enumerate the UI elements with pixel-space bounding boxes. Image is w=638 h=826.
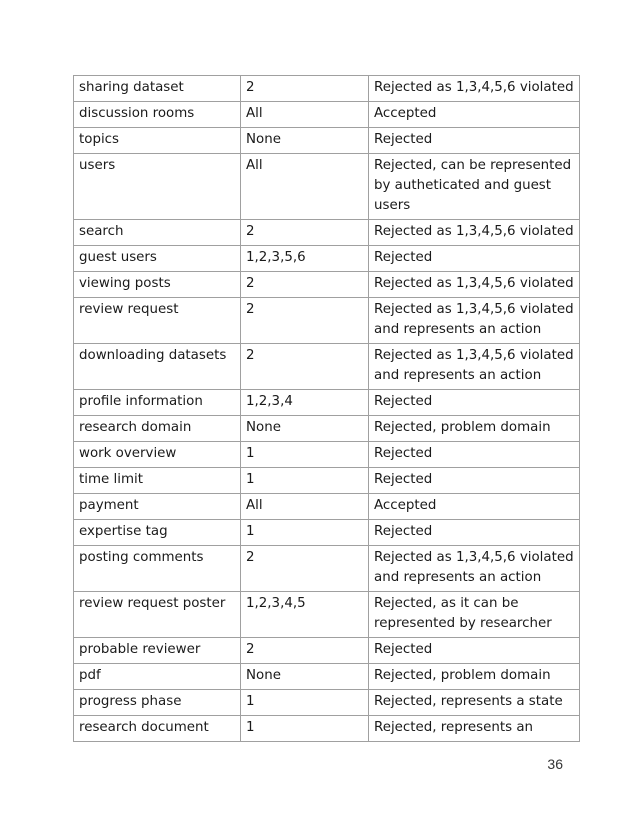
term-cell: guest users (74, 246, 241, 272)
term-cell: viewing posts (74, 272, 241, 298)
criteria-cell: All (241, 494, 369, 520)
decision-cell: Rejected, as it can be represented by researcher (369, 592, 580, 638)
table-row (74, 416, 580, 442)
table-row (74, 272, 580, 298)
criteria-cell: 2 (241, 76, 369, 102)
decision-cell: Rejected, problem domain (369, 416, 580, 442)
term-cell: progress phase (74, 690, 241, 716)
criteria-cell: None (241, 664, 369, 690)
table-row (74, 154, 580, 220)
table-row (74, 468, 580, 494)
criteria-cell: 2 (241, 298, 369, 344)
criteria-cell: 1 (241, 716, 369, 742)
table-row (74, 246, 580, 272)
table-row (74, 546, 580, 592)
table-row (74, 664, 580, 690)
term-cell: expertise tag (74, 520, 241, 546)
criteria-cell: All (241, 154, 369, 220)
criteria-cell: 2 (241, 638, 369, 664)
term-cell: search (74, 220, 241, 246)
criteria-cell: 2 (241, 546, 369, 592)
term-cell: probable reviewer (74, 638, 241, 664)
criteria-cell: 2 (241, 344, 369, 390)
table-row (74, 220, 580, 246)
term-cell: research document (74, 716, 241, 742)
table-row (74, 442, 580, 468)
criteria-cell: 1 (241, 468, 369, 494)
table-row (74, 494, 580, 520)
table-row (74, 520, 580, 546)
term-cell: pdf (74, 664, 241, 690)
decision-cell: Accepted (369, 102, 580, 128)
table-row (74, 128, 580, 154)
decision-cell: Rejected as 1,3,4,5,6 violated (369, 220, 580, 246)
term-cell: discussion rooms (74, 102, 241, 128)
table-row (74, 298, 580, 344)
decision-cell: Rejected (369, 520, 580, 546)
criteria-cell: None (241, 128, 369, 154)
table-row (74, 690, 580, 716)
decision-cell: Rejected as 1,3,4,5,6 violated (369, 76, 580, 102)
decision-cell: Rejected, problem domain (369, 664, 580, 690)
criteria-cell: 2 (241, 272, 369, 298)
decision-cell: Rejected as 1,3,4,5,6 violated and represents an action (369, 298, 580, 344)
term-cell: users (74, 154, 241, 220)
decision-cell: Rejected (369, 390, 580, 416)
decision-cell: Rejected (369, 128, 580, 154)
criteria-cell: None (241, 416, 369, 442)
decision-cell: Rejected, represents an (369, 716, 580, 742)
decision-cell: Rejected (369, 638, 580, 664)
decision-cell: Rejected (369, 246, 580, 272)
criteria-cell: 1 (241, 520, 369, 546)
term-cell: posting comments (74, 546, 241, 592)
table-row (74, 592, 580, 638)
term-cell: payment (74, 494, 241, 520)
decision-cell: Rejected (369, 468, 580, 494)
decision-cell: Rejected as 1,3,4,5,6 violated (369, 272, 580, 298)
term-cell: review request poster (74, 592, 241, 638)
term-cell: time limit (74, 468, 241, 494)
table-body (74, 76, 580, 742)
term-cell: sharing dataset (74, 76, 241, 102)
criteria-cell: 1,2,3,5,6 (241, 246, 369, 272)
criteria-cell: 1 (241, 442, 369, 468)
term-cell: downloading datasets (74, 344, 241, 390)
decision-cell: Rejected, can be represented by autheticated and guest users (369, 154, 580, 220)
decision-cell: Rejected as 1,3,4,5,6 violated and represents an action (369, 546, 580, 592)
table-row (74, 638, 580, 664)
table-row (74, 716, 580, 742)
term-cell: work overview (74, 442, 241, 468)
criteria-cell: 2 (241, 220, 369, 246)
candidate-class-table (73, 75, 580, 742)
term-cell: review request (74, 298, 241, 344)
table-row (74, 102, 580, 128)
decision-cell: Rejected as 1,3,4,5,6 violated and represents an action (369, 344, 580, 390)
table-row (74, 76, 580, 102)
term-cell: topics (74, 128, 241, 154)
table-row (74, 390, 580, 416)
term-cell: research domain (74, 416, 241, 442)
criteria-cell: 1,2,3,4 (241, 390, 369, 416)
criteria-cell: All (241, 102, 369, 128)
criteria-cell: 1 (241, 690, 369, 716)
decision-cell: Accepted (369, 494, 580, 520)
page-number: 36 (547, 756, 563, 772)
criteria-cell: 1,2,3,4,5 (241, 592, 369, 638)
table-row (74, 344, 580, 390)
decision-cell: Rejected, represents a state (369, 690, 580, 716)
decision-cell: Rejected (369, 442, 580, 468)
term-cell: profile information (74, 390, 241, 416)
